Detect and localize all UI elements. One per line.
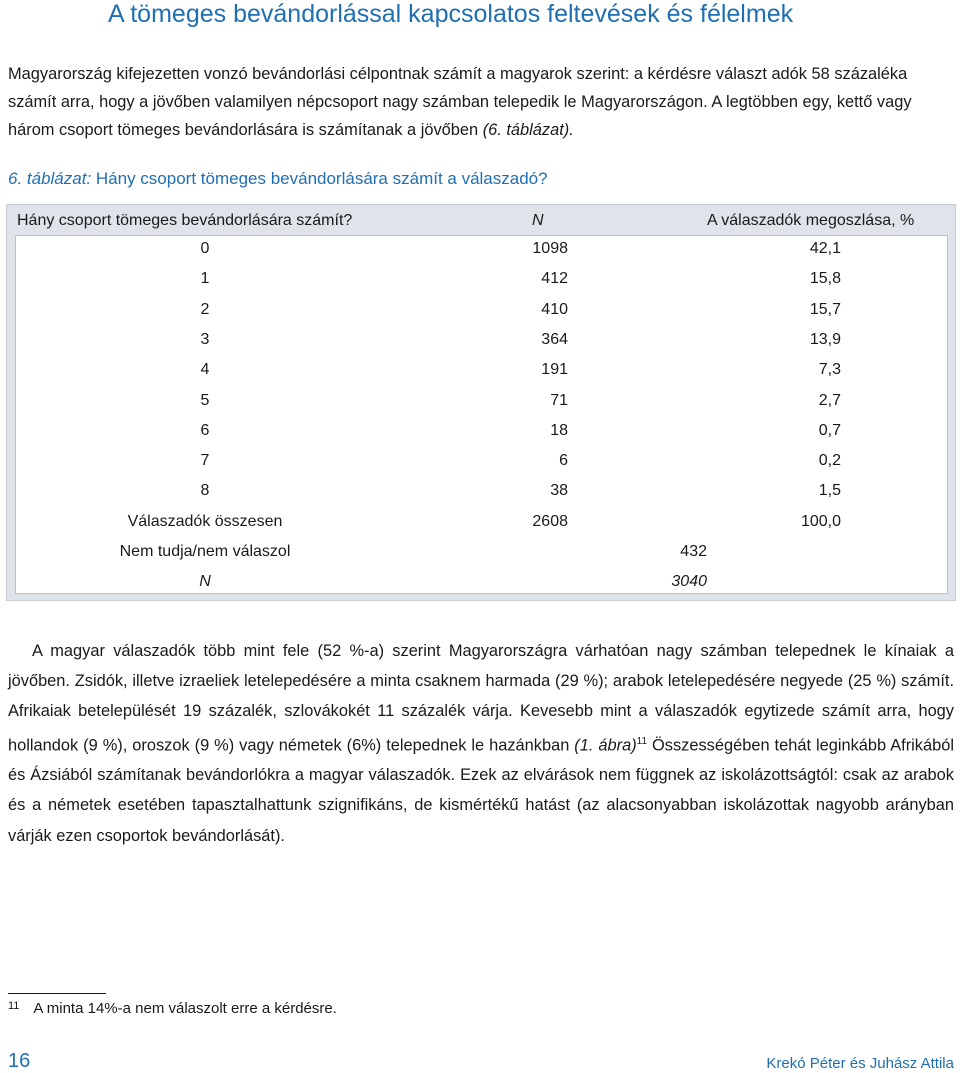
table-row: [16, 539, 949, 569]
table-cell-n: 38: [550, 482, 568, 500]
table-cell-value: 3040: [671, 573, 707, 591]
table-cell-percent: 7,3: [818, 361, 841, 379]
table-row: [16, 357, 949, 387]
table-row: [16, 327, 949, 357]
table-cell-percent: 2,7: [818, 391, 841, 409]
data-table: [6, 204, 956, 601]
page-title: A tömeges bevándorlással kapcsolatos feltevések és félelmek: [108, 0, 794, 28]
intro-paragraph: [8, 60, 956, 144]
table-cell-percent: 100,0: [800, 512, 841, 530]
table-cell-percent: 0,2: [818, 452, 841, 470]
table-cell-percent: 0,7: [818, 421, 841, 439]
body-paragraph: [8, 636, 954, 851]
table-row: [16, 418, 949, 448]
footer-authors: Krekó Péter és Juhász Attila: [766, 1055, 954, 1072]
table-body: [15, 235, 948, 594]
table-cell-groups: 0: [200, 240, 210, 257]
table-row: [16, 448, 949, 478]
intro-table-ref: (6. táblázat).: [482, 121, 574, 139]
table-header-n: N: [532, 212, 544, 229]
table-cell-groups: Válaszadók összesen: [127, 512, 283, 530]
table-cell-percent: 15,8: [809, 270, 841, 288]
page-number: 16: [8, 1050, 31, 1072]
table-row: [16, 388, 949, 418]
table-cell-groups: 8: [200, 482, 210, 500]
table-header-percent: A válaszadók megoszlása, %: [707, 212, 915, 229]
table-row: [16, 569, 949, 599]
table-cell-n: 1098: [532, 240, 568, 257]
table-cell-n: 18: [550, 421, 568, 439]
table-cell-groups: 7: [200, 452, 210, 470]
table-cell-label: N: [199, 573, 211, 591]
table-cell-groups: 2: [200, 300, 210, 318]
table-row: [16, 236, 949, 266]
table-caption: [8, 169, 548, 189]
table-row: [16, 478, 949, 508]
table-cell-n: 412: [541, 270, 568, 288]
footnote-divider: [8, 993, 106, 994]
body-figure-ref: (1. ábra): [574, 736, 637, 755]
footnote: [8, 1000, 337, 1017]
table-header-groups: Hány csoport tömeges bevándorlására számít?: [17, 212, 353, 229]
table-cell-n: 410: [541, 300, 568, 318]
table-row: [16, 266, 949, 296]
footnote-number: 11: [8, 1000, 20, 1012]
footnote-marker: 11: [636, 735, 648, 747]
table-cell-value: 432: [680, 543, 707, 560]
body-text-part2: Összességében tehát leginkább Afrikából és Ázsiából számítanak bevándorlókra a magyar válaszadók. Ezek az elvárások nem függnek az iskolázottságtól: csak az arabok és a németek esetében tapasztalhattunk szignifikáns, de kismértékű hatást (az alacsonyabban iskolázottak nagyobb arányban várják ezen csoportok bevándorlását).: [8, 736, 954, 845]
table-caption-label: 6. táblázat:: [8, 169, 92, 188]
table-cell-percent: 15,7: [809, 300, 841, 318]
table-cell-percent: 13,9: [809, 330, 841, 348]
footnote-text: A minta 14%-a nem válaszolt erre a kérdésre.: [33, 1000, 337, 1017]
body-text-part1: A magyar válaszadók több mint fele (52 %-a) szerint Magyarországra várhatóan nagy számban telepednek le kínaiak a jövőben. Zsidók, illetve izraeliek letelepedésére a minta csaknem harmada (29 %); arabok letelepedésére negyede (25 %) számít. Afrikaiak betelepülését 19 százalék, szlovákokét 11 százalék várja. Kevesebb mint a válaszadók egytizede számít arra, hogy hollandok (9 %), oroszok (9 %) vagy németek (6%) telepednek le hazánkban: [8, 642, 954, 755]
table-row: [16, 297, 949, 327]
table-cell-n: 191: [541, 361, 568, 379]
table-cell-groups: 1: [200, 270, 210, 288]
table-cell-n: 71: [550, 391, 568, 409]
table-cell-percent: 42,1: [809, 240, 841, 257]
table-row: [16, 509, 949, 539]
table-cell-percent: 1,5: [818, 482, 841, 500]
table-cell-groups: 5: [200, 391, 210, 409]
table-cell-groups: 3: [200, 330, 210, 348]
table-cell-label: Nem tudja/nem válaszol: [119, 543, 291, 560]
table-cell-n: 6: [559, 452, 568, 470]
intro-text: Magyarország kifejezetten vonzó bevándorlási célpontnak számít a magyarok szerint: a kérdésre választ adók 58 százaléka számít arra, hogy a jövőben valamilyen népcsoport nagy számban telepedik le Magyarországon. A legtöbben egy, kettő vagy három csoport tömeges bevándorlására is számítanak a jövőben: [8, 65, 912, 139]
table-cell-groups: 6: [200, 421, 210, 439]
table-cell-n: 2608: [532, 512, 568, 530]
table-cell-groups: 4: [200, 361, 210, 379]
table-cell-n: 364: [541, 330, 568, 348]
table-caption-text: Hány csoport tömeges bevándorlására számít a válaszadó?: [91, 169, 548, 188]
